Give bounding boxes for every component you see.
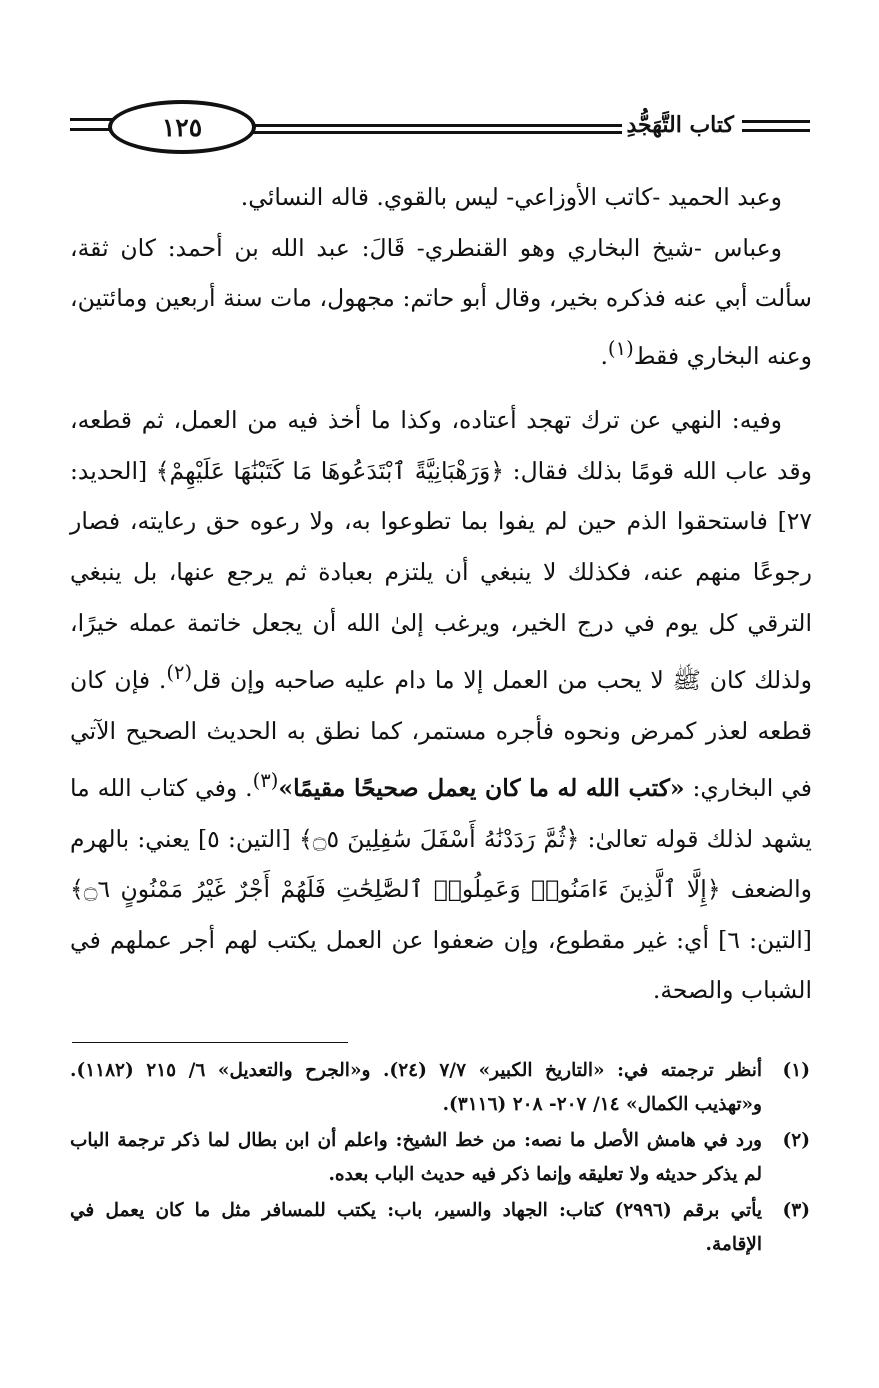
quran-verse-tin-5: ﴿ثُمَّ رَدَدْنَٰهُ أَسْفَلَ سَٰفِلِينَ ۝٥﴾: [298, 824, 580, 853]
footnote-2: [70, 1124, 810, 1192]
page-number: ١٢٥: [108, 100, 256, 154]
footnote-3: [70, 1194, 810, 1262]
paragraph-1: [70, 172, 812, 223]
footnote-number: (٢): [782, 1130, 810, 1151]
footnote-1: [70, 1054, 810, 1122]
footnote-ref-3: (٣): [252, 769, 279, 793]
footnotes: [70, 1054, 810, 1264]
header-rule-right-top: [742, 120, 810, 123]
paragraph-3-text-d: . وفي كتاب الله ما يشهد لذلك قوله تعالىٰ:: [70, 774, 812, 853]
footnote-ref-2: (٢): [166, 661, 193, 685]
footnote-number: (١): [782, 1060, 810, 1081]
paragraph-3-text-a: وفيه: النهي عن ترك تهجد أعتاده، وكذا ما أخذ فيه من العمل، ثم قطعه، وقد عاب الله قومًا بذلك فقال:: [70, 406, 812, 485]
footnote-ref-1: (١): [607, 336, 634, 360]
paragraph-3-text-e: [التين: ٥] يعني: بالهرم والضعف: [70, 824, 812, 904]
quran-verse-hadid: ﴿وَرَهْبَانِيَّةً ٱبْتَدَعُوهَا مَا كَتَبْنَٰهَا عَلَيْهِمْ﴾: [155, 456, 505, 485]
footnote-number: (٣): [782, 1200, 810, 1221]
header-rule-middle: [248, 124, 622, 127]
header-rule-middle-thin: [252, 131, 622, 134]
paragraph-2-end: .: [600, 341, 608, 370]
paragraph-1-text: وعبد الحميد -كاتب الأوزاعي- ليس بالقوي. قاله النسائي.: [240, 183, 782, 211]
footnote-text: يأتي برقم (٢٩٩٦) كتاب: الجهاد والسير، باب: يكتب للمسافر مثل ما كان يعمل في الإقامة.: [70, 1200, 762, 1255]
quran-verse-tin-6: ﴿إِلَّا ٱلَّذِينَ ءَامَنُوا۟ وَعَمِلُوا۟ ٱلصَّٰلِحَٰتِ فَلَهُمْ أَجْرٌ غَيْرُ مَمْنُونٍ ۝٦﴾: [70, 875, 721, 904]
header-rule-left-top: [70, 118, 114, 121]
hadith-quote: «كتب الله له ما كان يعمل صحيحًا مقيمًا»: [278, 774, 685, 803]
footnote-separator: [72, 1042, 348, 1043]
paragraph-3-text-b: [الحديد: ٢٧] فاستحقوا الذم حين لم يفوا بما تطوعوا به، ولا رعوه حق رعايته، فصار رجوعًا منهم عنه، فكذلك لا ينبغي أن يلتزم بعبادة ثم يرجع عنها، بل ينبغي الترقي كل يوم في درج الخير، ويرغب إلىٰ الله أن يجعل خاتمة عمله خيرًا، ولذلك كان ﷺ لا يحب من العمل إلا ما دام عليه صاحبه وإن قل: [70, 456, 813, 694]
paragraph-3-text-c: . فإن كان قطعه لعذر كمرض ونحوه فأجره مستمر، كما نطق به الحديث الصحيح الآتي في البخاري:: [70, 666, 812, 803]
paragraph-3-text-f: [التين: ٦] أي: غير مقطوع، وإن ضعفوا عن العمل يكتب لهم أجر عملهم في الشباب والصحة.: [70, 925, 812, 1005]
book-title: كتاب التَّهَجُّدِ: [626, 112, 734, 138]
header-rule-right-bottom: [742, 129, 810, 132]
paragraph-2-text: وعباس -شيخ البخاري وهو القنطري- قَالَ: عبد الله بن أحمد: كان ثقة، سألت أبي عنه فذكره بخير، وقال أبو حاتم: مجهول، مات سنة أربعين ومائتين، وعنه البخاري فقط: [70, 233, 812, 370]
paragraph-3: [70, 395, 812, 1016]
footnote-text: أنظر ترجمته في: «التاريخ الكبير» ٧/٧ (٢٤). و«الجرح والتعديل» ٦/ ٢١٥ (١١٨٢). و«تهذيب الكمال» ١٤/ ٢٠٧- ٢٠٨ (٣١١٦).: [70, 1060, 763, 1115]
main-text: [70, 172, 812, 1016]
page-header: [70, 96, 810, 160]
footnote-text: ورد في هامش الأصل ما نصه: من خط الشيخ: واعلم أن ابن بطال لما ذكر ترجمة الباب لم يذكر حديثه ولا تعليقه وإنما ذكر فيه حديث الباب بعده.: [70, 1130, 762, 1185]
paragraph-2: [70, 223, 812, 382]
